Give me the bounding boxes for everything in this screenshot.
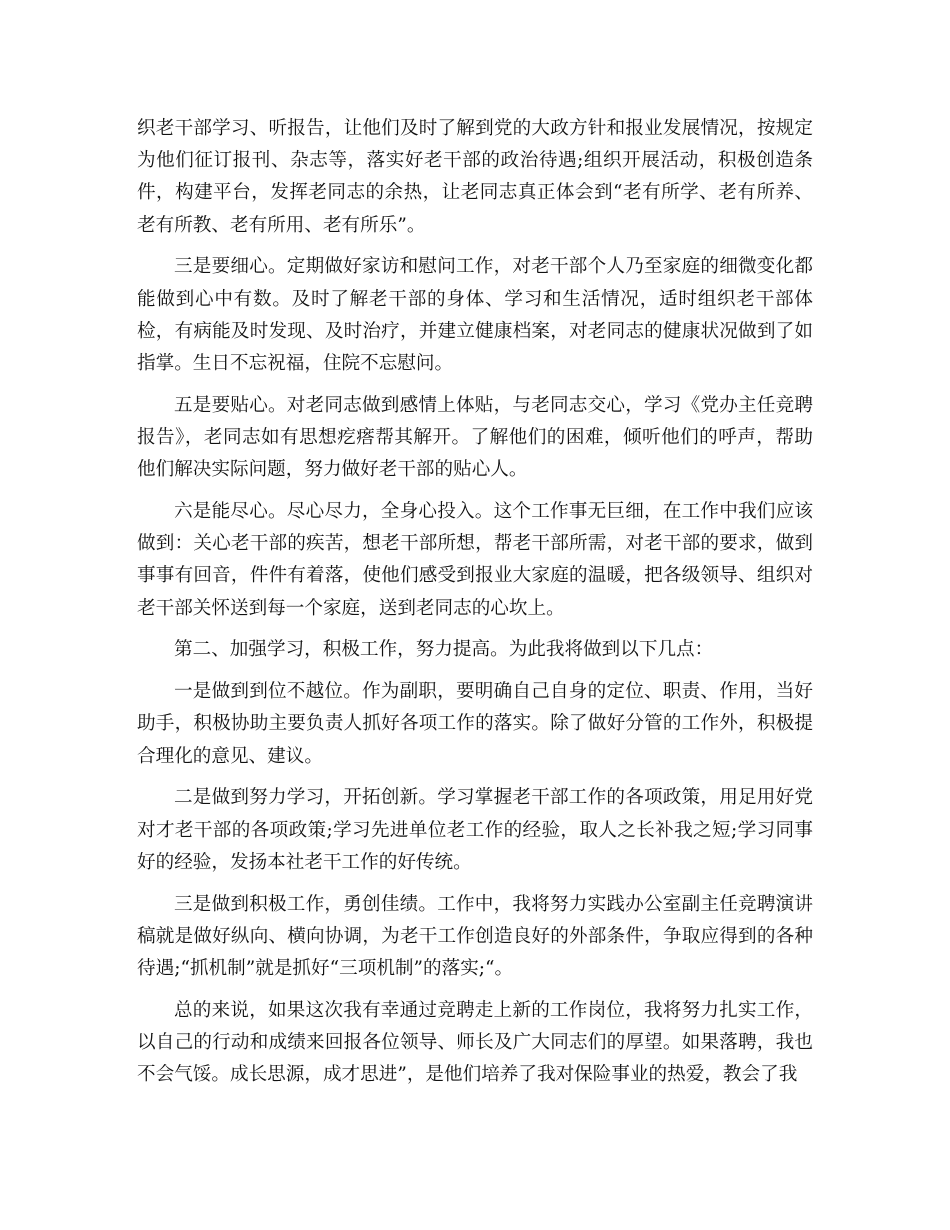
paragraph: 总的来说，如果这次我有幸通过竞聘走上新的工作岗位，我将努力扎实工作，以自己的行动和成绩来回报各位领导、师长及广大同志们的厚望。如果落聘，我也不会气馁。成长思源，成才思进”，是他们培养了我对保险事业的热爱，教会了我: [137, 999, 813, 1086]
paragraph: 二是做到努力学习，开拓创新。学习掌握老干部工作的各项政策，用足用好党对才老干部的各项政策;学习先进单位老工作的经验，取人之长补我之短;学习同事好的经验，发扬本社老干工作的好传统。: [137, 787, 813, 873]
paragraph: 三是做到积极工作，勇创佳绩。工作中，我将努力实践办公室副主任竞聘演讲稿就是做好纵向、横向协调，为老干工作创造良好的外部条件，争取应得到的各种待遇;“抓机制”就是抓好“三项机制”的落实;“。: [137, 893, 813, 980]
document-body: [137, 113, 813, 1101]
paragraph: 六是能尽心。尽心尽力，全身心投入。这个工作事无巨细，在工作中我们应该做到：关心老干部的疾苦，想老干部所想，帮老干部所需，对老干部的要求，做到事事有回音，件件有着落，使他们感受到报业大家庭的温暖，把各级领导、组织对老干部关怀送到每一个家庭，送到老同志的心坎上。: [137, 501, 813, 619]
paragraph: 一是做到到位不越位。作为副职，要明确自己自身的定位、职责、作用，当好助手，积极协助主要负责人抓好各项工作的落实。除了做好分管的工作外，积极提合理化的意见、建议。: [137, 681, 813, 767]
paragraph: 五是要贴心。对老同志做到感情上体贴，与老同志交心，学习《党办主任竞聘报告》，老同志如有思想疙瘩帮其解开。了解他们的困难，倾听他们的呼声，帮助他们解决实际问题，努力做好老干部的贴心人。: [137, 394, 813, 481]
paragraph: 织老干部学习、听报告，让他们及时了解到党的大政方针和报业发展情况，按规定为他们征订报刊、杂志等，落实好老干部的政治待遇;组织开展活动，积极创造条件，构建平台，发挥老同志的余热，让老同志真正体会到“老有所学、老有所养、老有所教、老有所用、老有所乐”。: [137, 118, 813, 236]
paragraph: 第二、加强学习，积极工作，努力提高。为此我将做到以下几点：: [174, 639, 714, 661]
paragraph: 三是要细心。定期做好家访和慰问工作，对老干部个人乃至家庭的细微变化都能做到心中有数。及时了解老干部的身体、学习和生活情况，适时组织老干部体检，有病能及时发现、及时治疗，并建立健康档案，对老同志的健康状况做到了如指掌。生日不忘祝福，住院不忘慰问。: [137, 256, 813, 375]
